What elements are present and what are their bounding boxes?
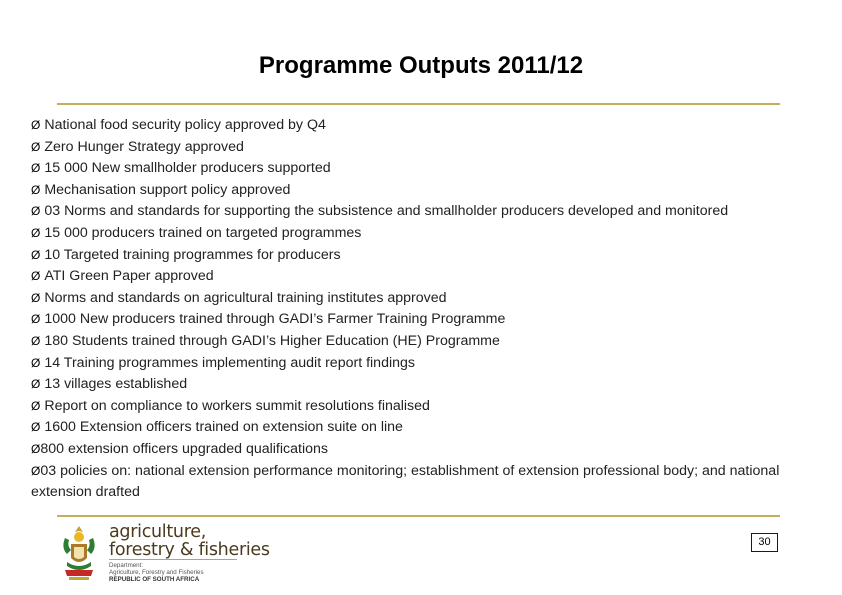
page-number: 30 xyxy=(751,533,778,552)
arrow-bullet-icon: Ø xyxy=(31,204,41,219)
list-item-text: Mechanisation support policy approved xyxy=(44,181,291,198)
list-item xyxy=(31,266,791,288)
list-item xyxy=(31,223,791,245)
arrow-bullet-icon: Ø xyxy=(31,269,41,284)
list-item xyxy=(31,180,791,202)
list-item xyxy=(31,158,791,180)
list-item-text: 10 Targeted training programmes for producers xyxy=(44,246,341,263)
list-item-text: 800 extension officers upgraded qualifications xyxy=(40,440,328,457)
list-item xyxy=(31,374,791,396)
arrow-bullet-icon: Ø xyxy=(31,225,41,240)
list-item-text: 180 Students trained through GADI’s Higher Education (HE) Programme xyxy=(44,332,500,349)
list-item xyxy=(31,201,791,223)
list-item-text: Report on compliance to workers summit resolutions finalised xyxy=(44,397,430,414)
list-item-text: National food security policy approved by Q4 xyxy=(44,117,326,133)
arrow-bullet-icon: Ø xyxy=(31,420,41,435)
list-item xyxy=(31,331,791,353)
arrow-bullet-icon: Ø xyxy=(31,290,41,305)
list-item-text: 03 policies on: national extension performance monitoring; establishment of extension professional body; and national extension drafted xyxy=(31,462,780,501)
coat-of-arms-icon xyxy=(57,524,101,582)
arrow-bullet-icon: Ø xyxy=(31,161,41,176)
list-item xyxy=(31,461,791,504)
logo-line-2: forestry & fisheries xyxy=(109,540,270,560)
arrow-bullet-icon: Ø xyxy=(31,139,41,154)
top-divider xyxy=(57,103,780,105)
arrow-bullet-icon: Ø xyxy=(31,355,41,370)
list-item xyxy=(31,396,791,418)
arrow-bullet-icon: Ø xyxy=(31,463,41,478)
list-item-text: 13 villages established xyxy=(44,376,188,393)
list-item xyxy=(31,288,791,310)
logo-department-label: Department: xyxy=(109,562,144,569)
list-item xyxy=(31,137,791,159)
list-item-text: ATI Green Paper approved xyxy=(44,268,214,285)
page-title: Programme Outputs 2011/12 xyxy=(258,52,584,79)
list-item-text: 14 Training programmes implementing audit report findings xyxy=(44,354,415,371)
list-item-text: Zero Hunger Strategy approved xyxy=(44,138,244,155)
arrow-bullet-icon: Ø xyxy=(31,118,41,132)
list-item xyxy=(31,309,791,331)
list-item xyxy=(31,245,791,267)
list-item xyxy=(31,353,791,375)
list-item-text: 15 000 New smallholder producers supported xyxy=(44,160,331,177)
department-logo xyxy=(57,522,270,586)
arrow-bullet-icon: Ø xyxy=(31,182,41,197)
logo-country: REPUBLIC OF SOUTH AFRICA xyxy=(109,576,200,583)
logo-line-1: agriculture, xyxy=(109,522,206,542)
logo-department-name: Agriculture, Forestry and Fisheries xyxy=(109,569,204,576)
list-item xyxy=(31,115,791,137)
list-item-text: Norms and standards on agricultural training institutes approved xyxy=(44,289,447,306)
list-item-text: 15 000 producers trained on targeted programmes xyxy=(44,224,362,241)
list-item-text: 1000 New producers trained through GADI’s Farmer Training Programme xyxy=(44,311,506,328)
list-item xyxy=(31,417,791,439)
bottom-divider xyxy=(57,515,780,517)
list-item-text: 1600 Extension officers trained on extension suite on line xyxy=(44,419,403,436)
arrow-bullet-icon: Ø xyxy=(31,247,41,262)
arrow-bullet-icon: Ø xyxy=(31,333,41,348)
arrow-bullet-icon: Ø xyxy=(31,398,41,413)
arrow-bullet-icon: Ø xyxy=(31,441,41,456)
list-item xyxy=(31,439,791,461)
logo-divider xyxy=(109,559,237,560)
output-list xyxy=(31,115,791,504)
arrow-bullet-icon: Ø xyxy=(31,312,41,327)
arrow-bullet-icon: Ø xyxy=(31,377,41,392)
list-item-text: 03 Norms and standards for supporting the subsistence and smallholder producers developed and monitored xyxy=(44,203,729,220)
